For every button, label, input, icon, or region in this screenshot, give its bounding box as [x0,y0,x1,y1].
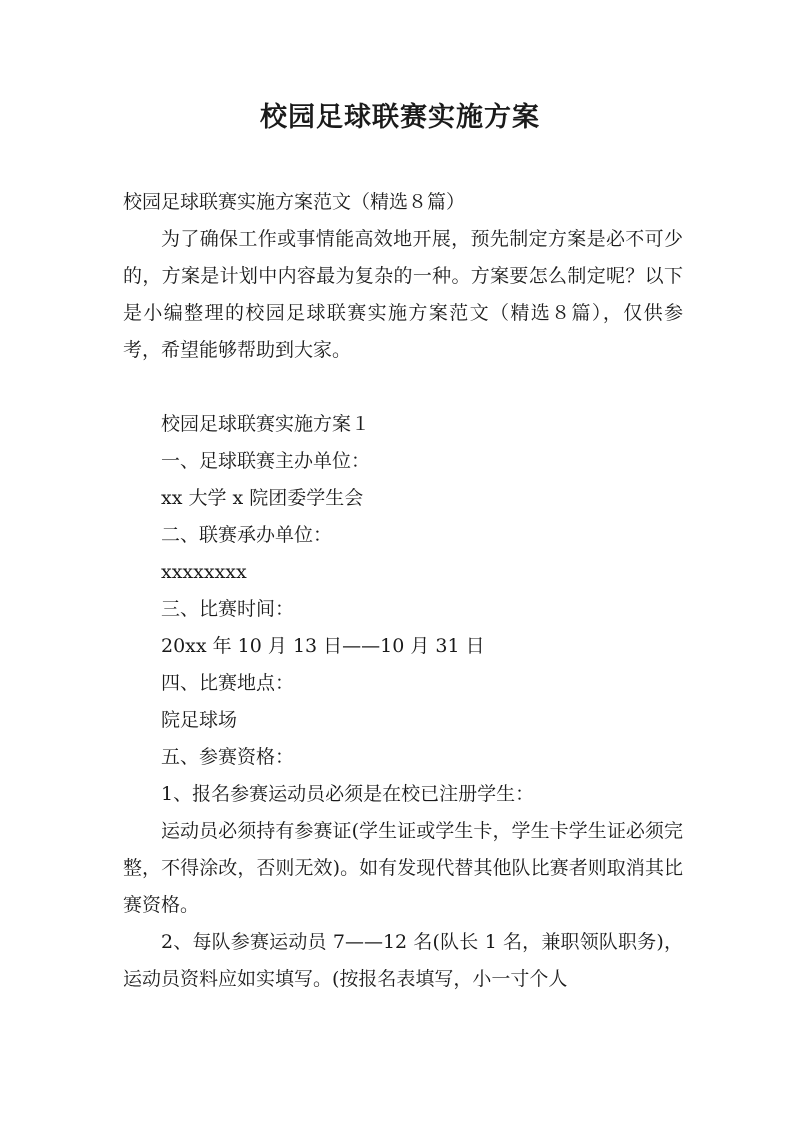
match-time-value: 20xx 年 10 月 13 日——10 月 31 日 [161,635,485,657]
organizer-value: xx 大学 x 院团委学生会 [161,487,364,509]
qualification-paragraph: 运动员必须持有参赛证(学生证或学生卡，学生卡学生证必须完整，不得涂改，否则无效)。如有发现代替其他队比赛者则取消其比赛资格。 [123,820,683,916]
document-body [123,184,683,998]
organizer-heading: 一、足球联赛主办单位： [161,450,371,472]
paragraph-spacer [123,369,683,406]
venue-value: 院足球场 [161,709,238,731]
eligibility-item-1: 1、报名参赛运动员必须是在校已注册学生： [161,783,535,805]
document-subtitle: 校园足球联赛实施方案范文（精选８篇） [123,191,466,213]
eligibility-heading: 五、参赛资格： [161,746,295,768]
co-organizer-heading: 二、联赛承办单位： [161,524,333,546]
intro-paragraph: 为了确保工作或事情能高效地开展，预先制定方案是必不可少的，方案是计划中内容最为复杂的一种。方案要怎么制定呢？以下是小编整理的校园足球联赛实施方案范文（精选８篇），仅供参考，希望能够帮助到大家。 [123,228,683,361]
team-paragraph: 2、每队参赛运动员 7——12 名(队长 1 名，兼职领队职务)，运动员资料应如实填写。(按报名表填写，小一寸个人 [123,931,683,990]
venue-heading: 四、比赛地点： [161,672,295,694]
document-title: 校园足球联赛实施方案 [260,102,540,133]
section-heading: 校园足球联赛实施方案１ [161,413,371,435]
co-organizer-value: xxxxxxxx [161,561,247,583]
match-time-heading: 三、比赛时间： [161,598,295,620]
